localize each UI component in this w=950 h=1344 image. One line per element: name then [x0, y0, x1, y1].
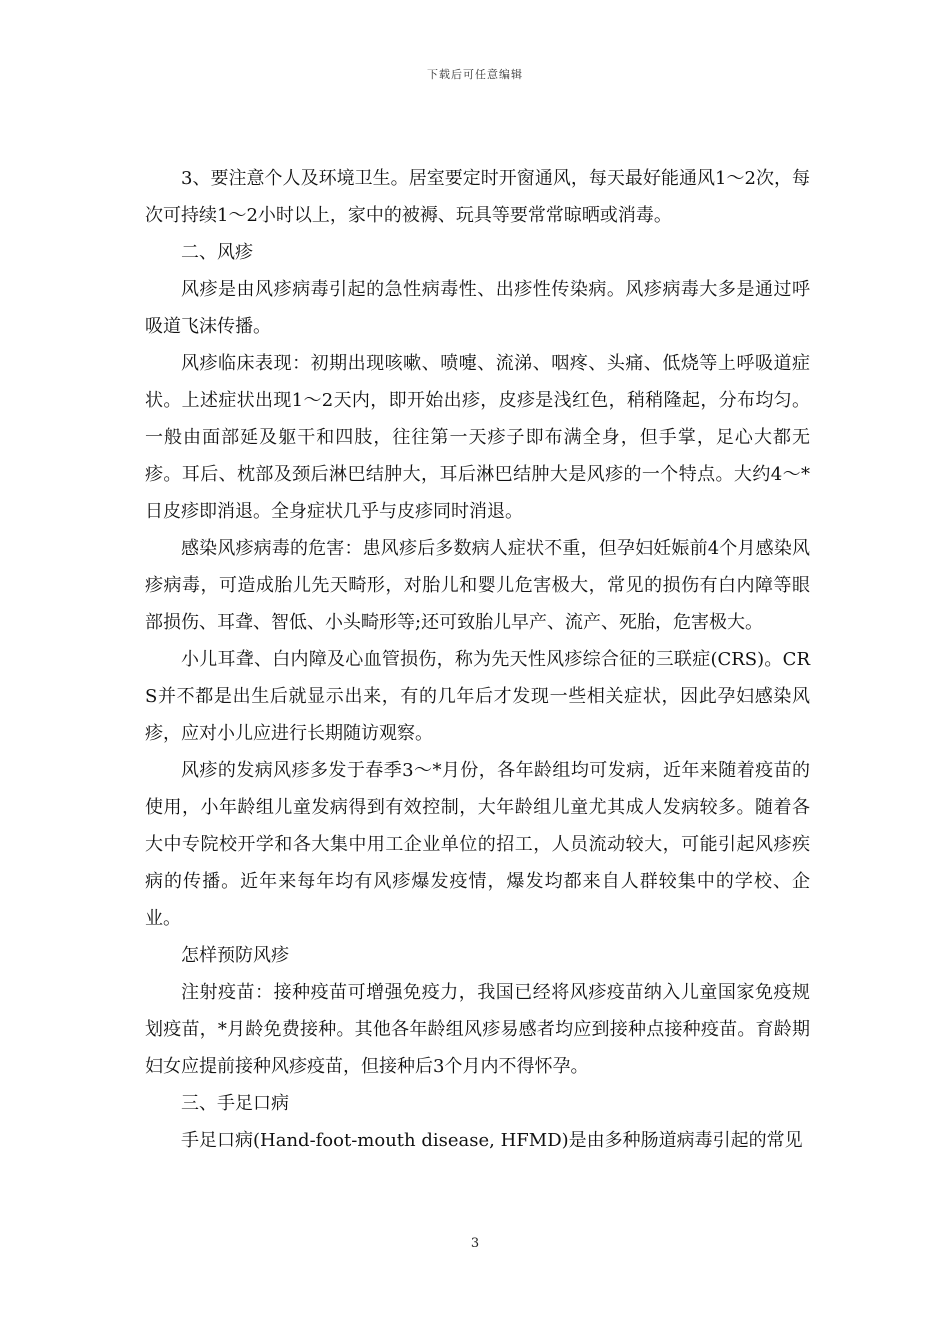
subheading-prevention: 怎样预防风疹 — [181, 945, 289, 966]
paragraph-vaccination: 注射疫苗：接种疫苗可增强免疫力，我国已经将风疹疫苗纳入儿童国家免疫规划疫苗，*月龄免费接种。其他各年龄组风疹易感者均应到接种点接种疫苗。育龄期妇女应提前接种风疹疫苗，但接种后3个月内不得怀孕。 — [145, 982, 810, 1077]
paragraph-hfmd-intro: 手足口病(Hand-foot-mouth disease, HFMD)是由多种肠道病毒引起的常见 — [181, 1130, 803, 1151]
paragraph-rubella-harm: 感染风疹病毒的危害：患风疹后多数病人症状不重，但孕妇妊娠前4个月感染风疹病毒，可造成胎儿先天畸形，对胎儿和婴儿危害极大，常见的损伤有白内障等眼部损伤、耳聋、智低、小头畸形等;还可致胎儿早产、流产、死胎，危害极大。 — [145, 538, 810, 633]
document-body — [145, 160, 810, 1159]
page-header: 下载后可任意编辑 — [427, 68, 523, 81]
paragraph-rubella-epidemiology: 风疹的发病风疹多发于春季3～*月份，各年龄组均可发病，近年来随着疫苗的使用，小年龄组儿童发病得到有效控制，大年龄组儿童尤其成人发病较多。随着各大中专院校开学和各大集中用工企业单位的招工，人员流动较大，可能引起风疹疾病的传播。近年来每年均有风疹爆发疫情，爆发均都来自人群较集中的学校、企业。 — [145, 760, 810, 929]
paragraph-hygiene: 3、要注意个人及环境卫生。居室要定时开窗通风，每天最好能通风1～2次，每次可持续1～2小时以上，家中的被褥、玩具等要常常晾晒或消毒。 — [145, 168, 810, 226]
section-heading-hfmd: 三、手足口病 — [181, 1093, 289, 1114]
page-number: 3 — [470, 1236, 480, 1251]
paragraph-rubella-intro: 风疹是由风疹病毒引起的急性病毒性、出疹性传染病。风疹病毒大多是通过呼吸道飞沫传播。 — [145, 279, 810, 337]
section-heading-rubella: 二、风疹 — [181, 242, 253, 263]
paragraph-crs: 小儿耳聋、白内障及心血管损伤，称为先天性风疹综合征的三联症(CRS)。CRS并不都是出生后就显示出来，有的几年后才发现一些相关症状，因此孕妇感染风疹，应对小儿应进行长期随访观察。 — [145, 649, 810, 744]
paragraph-rubella-symptoms: 风疹临床表现：初期出现咳嗽、喷嚏、流涕、咽疼、头痛、低烧等上呼吸道症状。上述症状出现1～2天内，即开始出疹，皮疹是浅红色，稍稍隆起，分布均匀。一般由面部延及躯干和四肢，往往第一天疹子即布满全身，但手掌，足心大都无疹。耳后、枕部及颈后淋巴结肿大，耳后淋巴结肿大是风疹的一个特点。大约4～*日皮疹即消退。全身症状几乎与皮疹同时消退。 — [145, 353, 810, 522]
